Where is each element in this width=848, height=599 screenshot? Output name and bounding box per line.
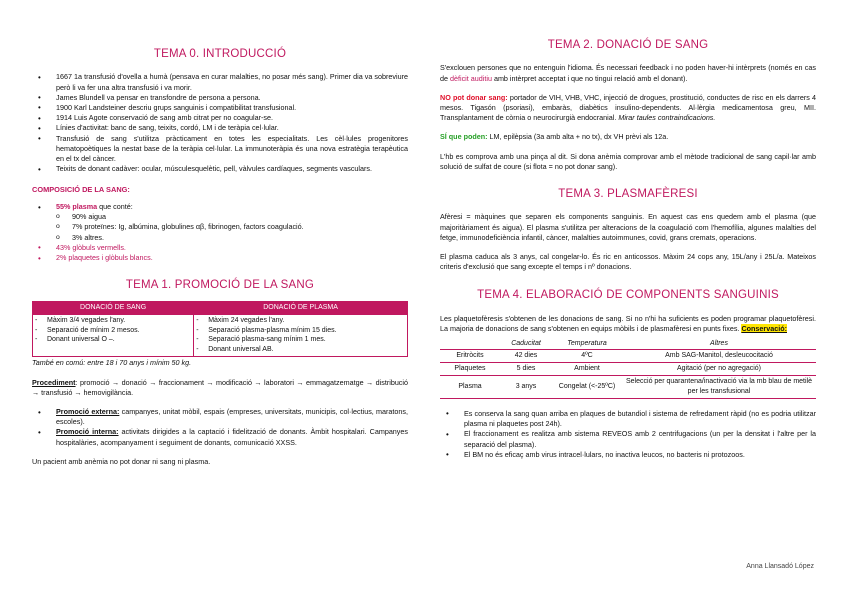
list-item: • James Blundell va pensar en transfondre de persona a persona. xyxy=(32,93,408,103)
table-row: - Separació plasma-plasma mínim 15 dies. xyxy=(196,326,337,334)
plasma-text: que conté: xyxy=(97,202,133,212)
column-header: Altres xyxy=(622,339,816,349)
plasma-percent: 55% plasma xyxy=(56,202,98,212)
tema3-title: TEMA 3. PLASMAFÈRESI xyxy=(558,188,698,201)
table-row xyxy=(440,376,816,399)
list-item: • 1900 Karl Landsteiner descriu grups sanguinis i compatibilitat transfusional. xyxy=(32,103,408,113)
donacio-sang-cell xyxy=(33,314,194,357)
table-cell: Congelat (<-25ºC) xyxy=(552,376,622,399)
table-row xyxy=(440,363,816,376)
paragraph-text: Les plaquetofèresis s'obtenen de les donacions de sang. Si no n'hi ha suficients es poden programar plaquetofèresi. La majoria de donacions de sang s'obtenen en equips mòbils i de plasmafèresi en punts fixes. xyxy=(440,313,816,334)
deficit-auditiu: dèficit auditiu xyxy=(450,73,492,83)
table-cell: Ambient xyxy=(552,363,622,376)
column-header xyxy=(440,339,500,349)
table-row: - Donant universal AB. xyxy=(196,346,274,354)
nopot-text: portador de VIH, VHB, VHC, injecció de drogues, prostitució, conductes de risc en els darrers 4 mesos. Tigasón (psoriasi), embaràs, diabètics insulino-dependents. Al·lèrgia medicamentosa greu, MII. Transplantament de còrnia o neurocirurgià endocranial. xyxy=(440,92,816,123)
promo-ext-text: campanyes, unitat mòbil, espais (empreses, universitats, municipis, col·lectius, maratons, escoles). xyxy=(56,407,408,427)
list-item: • 1914 Luis Agote conservació de sang amb citrat per no coagular-se. xyxy=(32,113,408,123)
tema4-paragraph-1 xyxy=(440,314,816,334)
donacio-plasma-cell xyxy=(194,314,408,357)
table-row: - Màxim 3/4 vegades l'any. xyxy=(35,316,126,324)
tema2-title: TEMA 2. DONACIÓ DE SANG xyxy=(547,39,709,51)
table-cell: Amb SAG-Manitol, desleucocitació xyxy=(622,350,816,363)
right-column xyxy=(440,0,816,460)
donacio-sang-header: DONACIÓ DE SANG xyxy=(33,301,194,314)
promo-int-text: activitats dirigides a la captació i fidelització de donants. Àmbit hospitalari. Campanyes hospitalàries, acompanyament i seguiment de donants, comunicació XXSS. xyxy=(56,427,408,447)
procediment-text: : promoció → donació → fraccionament → modificació → laboratori → emmagatzematge → distribució → transfusió → hemovigilància. xyxy=(32,377,408,397)
list-item: • El fraccionament es realitza amb sistema REVEOS amb 2 centrifugacions (un per la densitat i l'altre per la separació del plasma). xyxy=(440,429,816,449)
author-footer: Anna Llansadó López xyxy=(746,563,814,570)
plasma-sublist xyxy=(32,212,408,243)
anemia-note: Un pacient amb anèmia no pot donar ni sang ni plasma. xyxy=(32,456,211,466)
tema2-paragraph-4: L'hb es comprova amb una pinça al dit. Si dona anèmia comprovar amb el mètode tradicional de sang capil·lar amb solució de sulfat de coure (si flota = no pot donar sang). xyxy=(440,151,816,171)
table-note: També en comú: entre 18 i 70 anys i mínim 50 kg. xyxy=(32,358,192,368)
tema3-paragraph-2: El plasma caduca als 3 anys, cal congelar-lo. És ric en anticossos. Màxim 24 cops any, 15L/any i 25L/a. Mateixos criteris d'exclusió que sang excepte el temps i nº donacions. xyxy=(440,252,816,272)
list-item xyxy=(32,427,408,447)
nopot-label: NO pot donar sang: xyxy=(440,92,508,102)
list-item: • Es conserva la sang quan arriba en plaques de butandiol i sistema de refredament ràpid (no es podria utilitzar plasma ni plaquetes post 24h). xyxy=(440,409,816,429)
tema4-bullet-list xyxy=(440,409,816,460)
tema0-bullet-list xyxy=(32,72,408,174)
procediment-paragraph xyxy=(32,378,408,398)
tema4-title: TEMA 4. ELABORACIÓ DE COMPONENTS SANGUINIS xyxy=(477,288,779,301)
table-row xyxy=(440,350,816,363)
list-item xyxy=(32,407,408,427)
tema1-title: TEMA 1. PROMOCIÓ DE LA SANG xyxy=(125,279,315,292)
list-item: o 90% aigua xyxy=(32,212,408,222)
composicio-list xyxy=(32,202,408,263)
list-item: • Transfusió de sang s'utilitza pràcticament en totes les especialitats. Les cèl·lules progenitores hematopoètiques la nestat base de la teràpia cel·lular. La immunoteràpia és una nova estratègia terapèutica en el tx del càncer. xyxy=(32,134,408,165)
column-header: Temperatura xyxy=(552,339,622,349)
nopot-italic: Mirar taules contraindicacions. xyxy=(618,113,716,123)
conservacio-label: Conservació: xyxy=(741,324,787,334)
tema3-paragraph-1: Afèresi = màquines que separen els components sanguinis. En aquest cas ens quedem amb el plasma (que majoritàriament és aigua). El plasma s'utilitza per alteracions de la coagulació com l'hemofília, algunes malalties del fetge, immunodeficiència infantil, càncer, malalties autoimmunes, covid, grans cremats, operacions. xyxy=(440,212,816,242)
list-item: o 7% proteïnes: Ig, albúmina, globulines αβ, fibrinogen, factors coagulació. xyxy=(32,222,408,232)
cell-text: Màxim 3/4 vegades l'any. xyxy=(47,316,126,324)
list-item: • Línies d'activitat: banc de sang, teixits, cordó, LM i de teràpia cel·lular. xyxy=(32,123,408,133)
table-cell: 4ºC xyxy=(552,350,622,363)
sipot-text: LM, epilèpsia (3a amb alta + no tx), dx VH prèvi als 12a. xyxy=(487,132,669,142)
paragraph-text: S'exclouen persones que no entenguin l'idioma. És necessari feedback i no poden haver-hi intèrprets (només en cas de xyxy=(440,63,816,83)
promo-ext-label: Promoció externa: xyxy=(56,407,120,417)
tema2-paragraph-1 xyxy=(440,63,816,83)
table-row: - Màxim 24 vegades l'any. xyxy=(196,316,285,324)
cell-text: Màxim 24 vegades l'any. xyxy=(208,316,285,324)
table-cell: Plasma xyxy=(440,376,500,399)
cell-text: Separació de mínim 2 mesos. xyxy=(47,326,140,334)
table-row: - Separació plasma-sang mínim 1 mes. xyxy=(196,336,326,344)
list-item: • Teixits de donant cadàver: ocular, músculesquelètic, pell, vàlvules cardíaques, segments vasculars. xyxy=(32,164,408,174)
table-row: - Donant universal O –. xyxy=(35,336,115,344)
table-cell: Agitació (per no agregació) xyxy=(622,363,816,376)
tema2-nopot-paragraph xyxy=(440,93,816,124)
table-header-row xyxy=(440,339,816,349)
cell-text: Donant universal AB. xyxy=(208,346,274,354)
cell-text: Separació plasma-sang mínim 1 mes. xyxy=(208,336,326,344)
promocio-list xyxy=(32,407,408,448)
left-column xyxy=(32,0,408,467)
column-header: Caducitat xyxy=(500,339,552,349)
donacio-table xyxy=(32,301,408,358)
list-item: • 2% plaquetes i glòbuls blancs. xyxy=(32,253,408,263)
list-item: • El BM no és eficaç amb virus intracel·lulars, no inactiva leucos, no bacteris ni protozoos. xyxy=(440,450,816,460)
table-cell: Plaquetes xyxy=(440,363,500,376)
composicio-title: COMPOSICIÓ DE LA SANG: xyxy=(32,184,130,194)
table-cell: Selecció per quarantena/inactivació via la mb blau de metilè per les transfusional xyxy=(622,376,816,399)
donacio-plasma-header: DONACIÓ DE PLASMA xyxy=(194,301,408,314)
paragraph-text: amb intèrpret acceptat i que no tingui relació amb el donant). xyxy=(491,73,688,83)
table-cell: 5 dies xyxy=(500,363,552,376)
promo-int-label: Promoció interna: xyxy=(56,427,119,437)
table-cell: 3 anys xyxy=(500,376,552,399)
list-item xyxy=(32,202,408,243)
sipot-label: SÍ que poden: xyxy=(440,132,488,142)
cell-text: Separació plasma-plasma mínim 15 dies. xyxy=(208,326,337,334)
list-item: • 1667 1a transfusió d'ovella a humà (pensava en curar malalties, no posar més sang). Primer dia va sobreviure però li va fer una altra transfusió i va morir. xyxy=(32,72,408,92)
table-row: - Separació de mínim 2 mesos. xyxy=(35,326,140,334)
tema0-title: TEMA 0. INTRODUCCIÓ xyxy=(153,48,287,60)
table-cell: Eritròcits xyxy=(440,350,500,363)
procediment-label: Procediment xyxy=(32,377,76,387)
tema2-sipot-paragraph xyxy=(440,132,816,142)
list-item: • 43% glòbuls vermells. xyxy=(32,243,408,253)
table-cell: 42 dies xyxy=(500,350,552,363)
conservacio-table xyxy=(440,339,816,399)
cell-text: Donant universal O –. xyxy=(47,336,115,344)
list-item: o 3% altres. xyxy=(32,233,408,243)
